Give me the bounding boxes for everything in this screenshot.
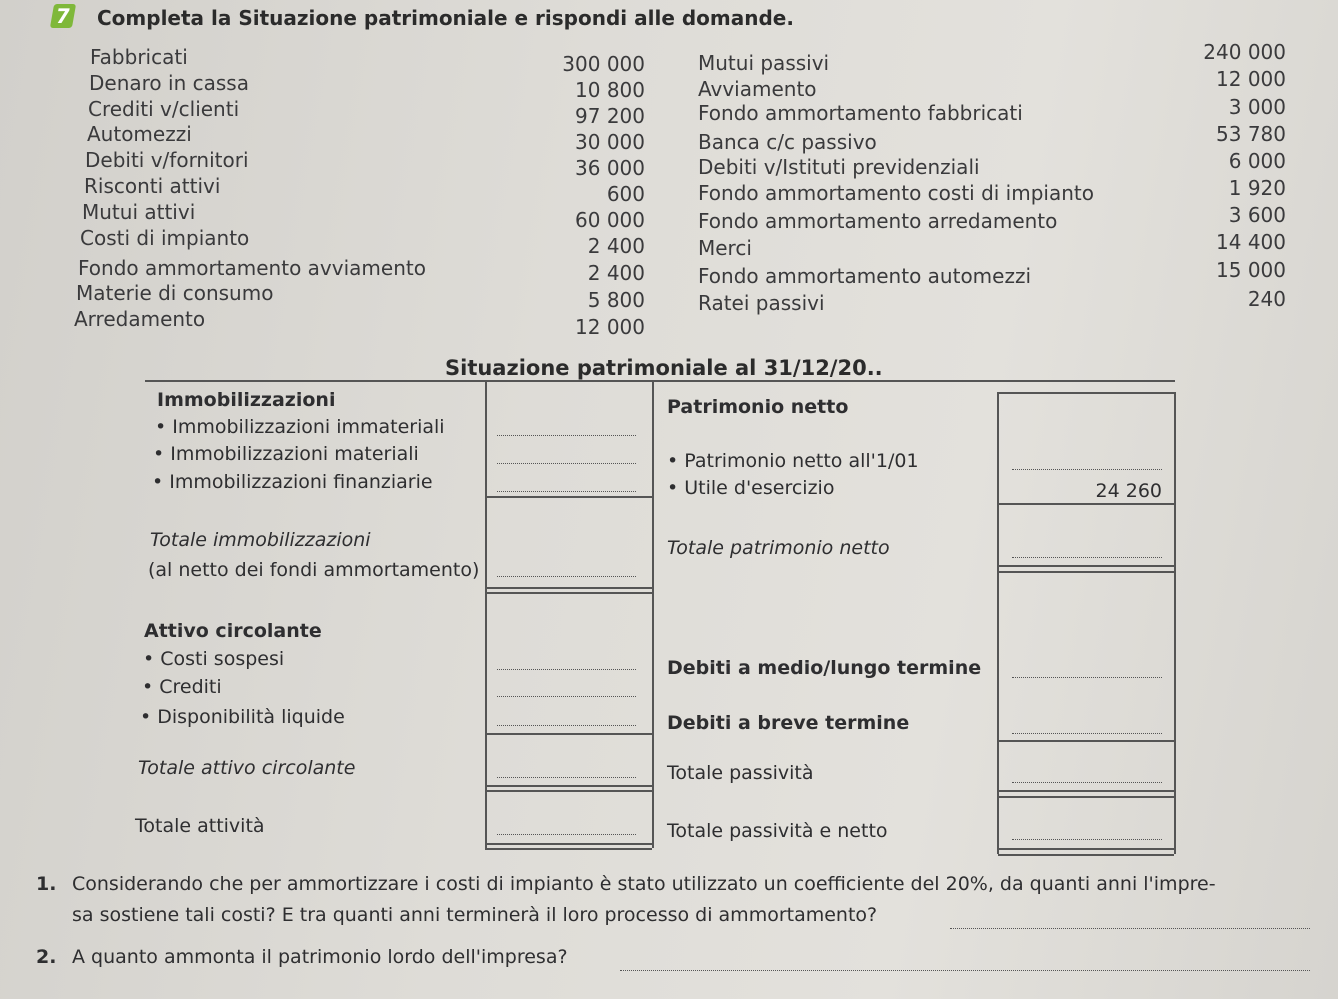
account-amount: 12 000 [1216,67,1286,91]
balance-sheet-title: Situazione patrimoniale al 31/12/20.. [445,356,883,380]
answer-blank[interactable] [1012,782,1162,783]
account-amount: 5 800 [587,288,645,312]
total-double-line [998,565,1174,567]
answer-blank[interactable] [497,696,636,697]
question-text: A quanto ammonta il patrimonio lordo dell'impresa? [72,946,568,968]
account-name: Risconti attivi [84,174,221,198]
row-label-debiti-breve: Debiti a breve termine [667,712,910,734]
account-amount: 15 000 [1216,258,1286,282]
account-amount: 2 400 [587,261,645,285]
row-label-totale-attivita: Totale attività [135,815,265,837]
row-label-debiti-ml: Debiti a medio/lungo termine [667,657,982,679]
total-double-line [485,587,652,589]
column-divider [652,381,654,848]
account-amount: 3 600 [1228,203,1286,227]
section-heading-patrimonio-netto: Patrimonio netto [667,396,849,418]
answer-blank[interactable] [497,576,636,577]
total-double-line [998,571,1174,573]
subtotal-line [998,740,1174,742]
account-name: Debiti v/fornitori [85,148,249,172]
account-name: Fabbricati [90,45,188,69]
account-name: Automezzi [87,122,192,146]
row-label-costi-sospesi: • Costi sospesi [143,648,285,670]
account-amount: 53 780 [1216,122,1286,146]
section-heading-attivo-circolante: Attivo circolante [144,620,322,642]
total-double-line [485,848,652,850]
account-name: Debiti v/Istituti previdenziali [698,155,980,179]
account-name: Arredamento [74,307,206,331]
exercise-title: Completa la Situazione patrimoniale e rispondi alle domande. [97,6,794,30]
account-amount: 10 800 [575,78,645,102]
account-name: Denaro in cassa [89,71,249,95]
account-name: Fondo ammortamento costi di impianto [698,181,1094,205]
answer-blank[interactable] [620,970,1310,971]
account-name: Banca c/c passivo [698,130,877,154]
account-amount: 2 400 [587,234,645,258]
account-name: Mutui passivi [698,51,830,75]
account-name: Crediti v/clienti [88,97,240,121]
answer-blank[interactable] [497,463,636,464]
column-divider [997,392,999,854]
row-label-totale-immobilizzazioni: Totale immobilizzazioni [150,529,371,551]
answer-blank[interactable] [1012,733,1162,734]
account-amount: 14 400 [1216,230,1286,254]
answer-blank[interactable] [1012,557,1162,558]
account-name: Mutui attivi [82,200,196,224]
row-label-crediti: • Crediti [142,676,222,698]
question-text: Considerando che per ammortizzare i costi di impianto è stato utilizzato un coefficiente del 20%, da quanti anni l'impre- [72,873,1216,895]
answer-blank[interactable] [497,834,636,835]
question-number: 1. [36,873,57,895]
row-label-totale-circolante: Totale attivo circolante [138,757,356,779]
answer-blank[interactable] [1012,677,1162,678]
account-name: Fondo ammortamento arredamento [698,209,1058,233]
answer-blank[interactable] [497,669,636,670]
row-label-immateriali: • Immobilizzazioni immateriali [155,416,445,438]
account-name: Ratei passivi [698,291,825,315]
total-double-line [485,790,652,792]
subtotal-line [485,496,652,498]
total-double-line [998,854,1174,856]
row-label-totale-pn: Totale patrimonio netto [667,537,890,559]
account-amount: 240 000 [1203,40,1286,64]
account-name: Fondo ammortamento fabbricati [698,101,1023,125]
account-amount: 6 000 [1228,149,1286,173]
subtotal-line [998,392,1174,394]
account-amount: 3 000 [1228,95,1286,119]
answer-blank[interactable] [497,435,636,436]
account-amount: 1 920 [1228,176,1286,200]
account-amount: 12 000 [575,315,645,339]
row-label-materiali: • Immobilizzazioni materiali [153,443,419,465]
account-amount: 600 [606,182,645,206]
subtotal-line [485,733,652,735]
question-text: sa sostiene tali costi? E tra quanti anni terminerà il loro processo di ammortamento? [72,904,878,926]
account-name: Merci [698,236,752,260]
total-double-line [998,796,1174,798]
column-divider [1174,392,1176,854]
total-double-line [485,592,652,594]
exercise-number: 7 [50,4,76,28]
answer-blank[interactable] [497,725,636,726]
answer-blank[interactable] [1012,839,1162,840]
subtotal-line [998,503,1174,505]
row-label-totale-passivita-netto: Totale passività e netto [667,820,888,842]
account-amount: 30 000 [575,130,645,154]
row-label-disponibilita: • Disponibilità liquide [140,706,345,728]
column-divider [485,381,487,848]
account-name: Materie di consumo [76,281,274,305]
account-name: Avviamento [698,77,817,101]
row-note-al-netto: (al netto dei fondi ammortamento) [148,559,480,581]
answer-blank[interactable] [950,928,1310,929]
row-label-pn-iniziale: • Patrimonio netto all'1/01 [667,450,919,472]
utile-value: 24 260 [1095,480,1162,502]
account-amount: 36 000 [575,156,645,180]
total-double-line [485,785,652,787]
account-name: Fondo ammortamento avviamento [78,256,426,280]
question-number: 2. [36,946,57,968]
answer-blank[interactable] [497,491,636,492]
account-name: Costi di impianto [80,226,250,250]
total-double-line [485,843,652,845]
account-amount: 60 000 [575,208,645,232]
account-amount: 97 200 [575,104,645,128]
account-amount: 240 [1247,287,1286,311]
total-double-line [998,848,1174,850]
account-amount: 300 000 [562,52,645,76]
row-label-utile: • Utile d'esercizio [667,477,835,499]
account-name: Fondo ammortamento automezzi [698,264,1032,288]
answer-blank[interactable] [1012,469,1162,470]
answer-blank[interactable] [497,777,636,778]
row-label-totale-passivita: Totale passività [667,762,814,784]
row-label-finanziarie: • Immobilizzazioni finanziarie [152,471,433,493]
table-top-border [145,380,1175,382]
total-double-line [998,790,1174,792]
section-heading-immobilizzazioni: Immobilizzazioni [157,389,336,411]
